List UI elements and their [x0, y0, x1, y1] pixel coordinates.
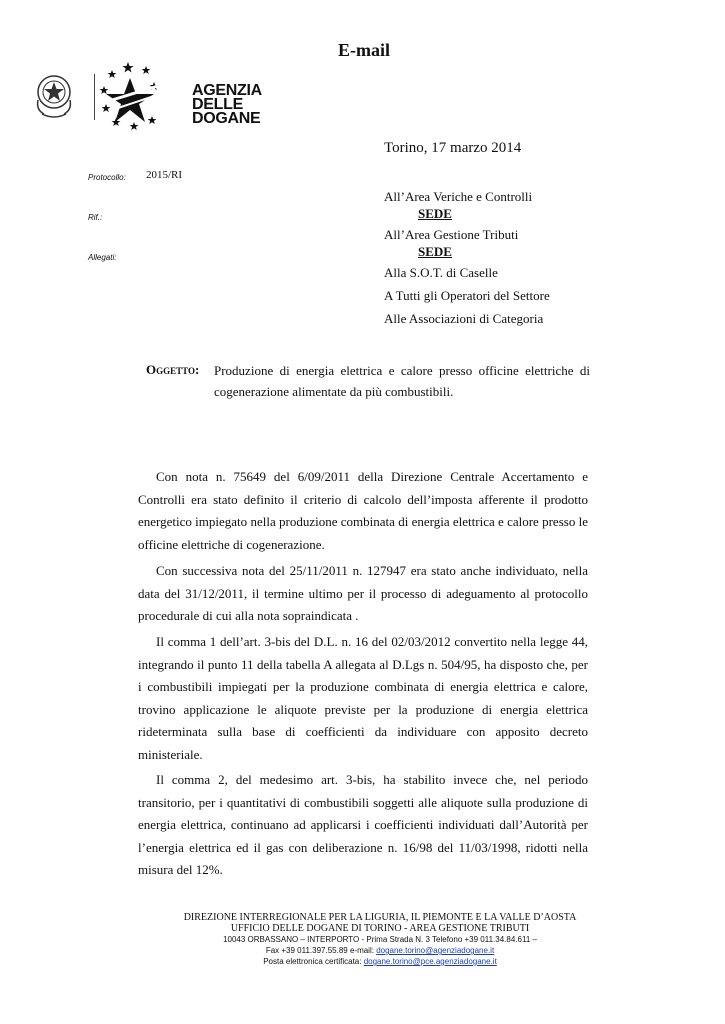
recipient-gestione-tributi: All’Area Gestione Tributi — [384, 227, 519, 242]
protocollo-value: 2015/RI — [146, 169, 183, 181]
footer-pec-link[interactable]: dogane.torino@pce.agenziadogane.it — [363, 957, 497, 966]
body-paragraph-3: Il comma 1 dell’art. 3-bis del D.L. n. 16 del 02/03/2012 convertito nella legge 44, integrando il punto 11 della tabella A allegata al D.Lgs n. 504/95, ha disposto che, per i combustibili impiegati per la produzione combinata di energia elettrica e calore, trovino applicazione le aliquote previste per la produzione di energia elettrica rideterminata sulla base di coefficienti da individuare con apposito decreto ministeriale. — [138, 634, 588, 762]
logo-divider — [94, 74, 95, 120]
allegati-label: Allegati: — [88, 253, 117, 262]
recipient-verifiche: All’Area Veriche e Controlli — [384, 189, 533, 204]
body-paragraph-4: Il comma 2, del medesimo art. 3-bis, ha stabilito invece che, nel periodo transitorio, per i quantitativi di combustibili soggetti alle aliquote sulla produzione di energia elettrica, continuano ad applicarsi i coefficienti individuati dall’Autorità per l’energia elettrica ed il gas con deliberazione n. 16/98 del 11/03/1998, ridotti nella misura del 12%. — [138, 772, 588, 877]
recipient-operatori: A Tutti gli Operatori del Settore — [384, 288, 550, 303]
footer-address: 10043 ORBASSANO – INTERPORTO - Prima Strada N. 3 Telefono +39 011.34.84.611 – — [223, 935, 537, 944]
body-paragraph-2: Con successiva nota del 25/11/2011 n. 127947 era stato anche individuato, nella data del 31/12/2011, il termine ultimo per il processo di adeguamento al protocollo procedurale di cui alla nota sopraindicata . — [138, 563, 588, 623]
recipient-verifiche-sede: SEDE — [418, 206, 452, 221]
agency-name-line1: AGENZIA — [192, 82, 262, 99]
rif-label: Rif.: — [88, 213, 103, 222]
footer-pec — [100, 956, 660, 967]
agency-star-mark-icon — [98, 60, 198, 130]
footer — [100, 912, 660, 967]
recipient-gestione-tributi-sede: SEDE — [418, 244, 452, 259]
footer-ufficio: UFFICIO DELLE DOGANE DI TORINO - AREA GESTIONE TRIBUTI — [230, 923, 530, 934]
document-title: E-mail — [338, 40, 390, 60]
subject-text: Produzione di energia elettrica e calore presso officine elettriche di cogenerazione alimentate da più combustibili. — [214, 363, 590, 399]
recipient-associazioni: Alle Associazioni di Categoria — [384, 311, 544, 326]
agency-logo — [32, 60, 262, 132]
recipient-sot-caselle: Alla S.O.T. di Caselle — [384, 265, 498, 280]
footer-direzione: DIREZIONE INTERREGIONALE PER LA LIGURIA, IL PIEMONTE E LA VALLE D’AOSTA — [183, 912, 577, 923]
body-paragraph-1: Con nota n. 75649 del 6/09/2011 della Direzione Centrale Accertamento e Controlli era stato definito il criterio di calcolo dell’imposta afferente il prodotto energetico impiegato nella produzione combinata di energia elettrica e calore presso le officine elettriche di cogenerazione. — [138, 469, 588, 552]
protocollo-label: Protocollo: — [88, 173, 126, 182]
letter-date: Torino, 17 marzo 2014 — [384, 140, 522, 156]
agency-name — [192, 84, 262, 126]
footer-fax-email — [100, 945, 660, 956]
footer-pec-label: Posta elettronica certificata: — [263, 957, 364, 966]
agency-name-line3: DOGANE — [192, 110, 261, 127]
italian-republic-emblem-icon — [32, 70, 76, 120]
subject-label: Oggetto: — [146, 362, 200, 377]
agency-name-line2: DELLE — [192, 96, 243, 113]
footer-fax-label: Fax +39 011.397.55.89 e-mail: — [265, 946, 377, 955]
footer-email-link[interactable]: dogane.torino@agenziadogane.it — [376, 946, 495, 955]
